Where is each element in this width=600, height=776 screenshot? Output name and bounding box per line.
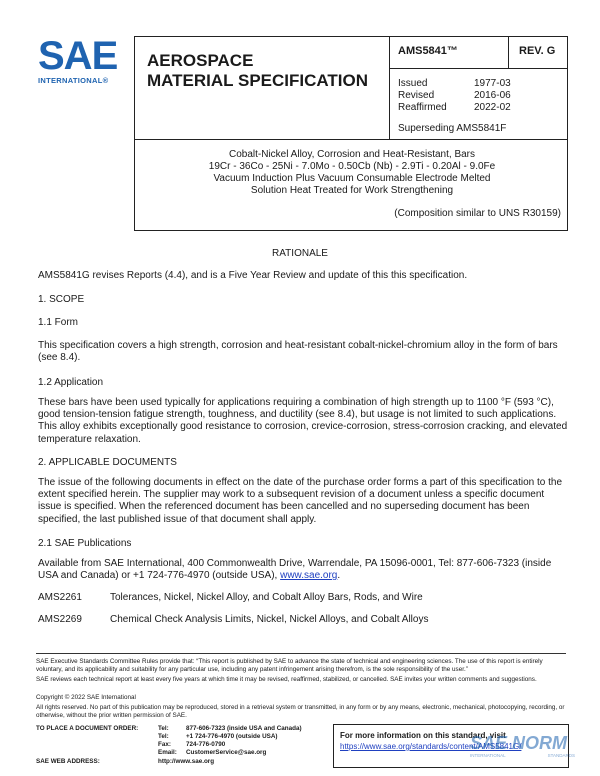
footer-rights: All rights reserved. No part of this publication may be reproduced, stored in a retrieval system or transmitted, in any form or by any means, electronic, mechanical, photocopying, recording, or otherwise, without the prior written permission of SAE.	[36, 704, 565, 719]
info-box-link[interactable]: https://www.sae.org/standards/content/AMS5841G/	[340, 742, 522, 751]
dates-cell	[389, 68, 568, 140]
section-form: 1.1 Form	[38, 317, 79, 328]
sae-publications-text	[38, 558, 568, 582]
header-title-cell	[134, 36, 390, 140]
ref1-code: AMS2261	[38, 592, 82, 603]
ref2-title: Chemical Check Analysis Limits, Nickel, Nickel Alloys, and Cobalt Alloys	[110, 614, 429, 625]
form-text: This specification covers a high strength, corrosion and heat-resistant cobalt-nickel-chromium alloy in the form of bars (see 8.4).	[38, 340, 558, 364]
ref2-code: AMS2269	[38, 614, 82, 625]
section-sae-publications: 2.1 SAE Publications	[38, 538, 132, 549]
footer-copyright: Copyright © 2022 SAE International	[36, 694, 136, 701]
sae-publications-body: Available from SAE International, 400 Commonwealth Drive, Warrendale, PA 15096-0001, Tel: 877-606-7323 (inside USA and Canada) or +1 724-776-4970 (outside USA),	[38, 558, 552, 582]
section-scope: 1. SCOPE	[38, 294, 85, 305]
issued-date: 1977-03	[474, 78, 511, 89]
revised-label: Revised	[398, 90, 435, 101]
reaffirmed-label: Reaffirmed	[398, 102, 447, 113]
title-line2: MATERIAL SPECIFICATION	[147, 71, 368, 90]
footer-review: SAE reviews each technical report at least every five years at which time it may be revised, reaffirmed, stabilized, or cancelled. SAE invites your written comments and suggestions.	[36, 676, 537, 683]
subject-line4: Solution Heat Treated for Work Strengthening	[250, 185, 454, 196]
rationale-heading: RATIONALE	[272, 248, 328, 259]
revised-date: 2016-06	[474, 90, 511, 101]
logo-sub: INTERNATIONAL®	[38, 76, 109, 85]
email-value: CustomerService@sae.org	[186, 749, 267, 756]
applicable-documents-text: The issue of the following documents in effect on the date of the purchase order forms a part of this specification to the extent specified herein. The supplier may work to a subsequent revision of a document unless a specific document issue is specified. When the referenced document has been cancelled and no superseding document has been specified, the last published issue of that document shall apply.	[38, 477, 563, 525]
fax-label: Fax:	[158, 741, 171, 748]
sae-logo	[38, 36, 118, 86]
web-label: SAE WEB ADDRESS:	[36, 758, 100, 765]
doc-number-cell	[389, 36, 509, 69]
logo-brand: SAE	[38, 34, 118, 78]
section-applicable-documents: 2. APPLICABLE DOCUMENTS	[38, 457, 177, 468]
subject-line3: Vacuum Induction Plus Vacuum Consumable Electrode Melted	[213, 173, 491, 184]
application-text: These bars have been used typically for applications requiring a combination of high strength up to 1100 °F (593 °C), good tension-tension fatigue strength, toughness, and ductility (see 8.4), but usage is not limited to such applications. This alloy exhibits exceptionally good resistance to corrosion, crevice-corrosion, stress-corrosion cracking, and elevated temperature relaxation.	[38, 397, 568, 445]
section-application: 1.2 Application	[38, 377, 104, 388]
sae-publications-end: .	[337, 570, 341, 582]
reaffirmed-date: 2022-02	[474, 102, 511, 113]
subject-cell	[134, 139, 568, 231]
web-value: http://www.sae.org	[158, 758, 215, 765]
revision-cell	[508, 36, 568, 69]
footer-divider	[36, 653, 566, 654]
title-line1: AEROSPACE	[147, 51, 254, 70]
tel-value: 877-606-7323 (inside USA and Canada)	[186, 725, 302, 732]
tel-label: Tel:	[158, 725, 169, 732]
issued-label: Issued	[398, 78, 428, 89]
email-label: Email:	[158, 749, 177, 756]
tel2-value: +1 724-776-4970 (outside USA)	[186, 733, 278, 740]
superseding: Superseding AMS5841F	[398, 123, 507, 134]
revision: REV. G	[519, 45, 556, 57]
fax-value: 724-776-0790	[186, 741, 226, 748]
footer-rules: SAE Executive Standards Committee Rules provide that: “This report is published by SAE to advance the state of technical and engineering sciences. The use of this report is entirely voluntary, and its applicability and suitability for any particular use, including any patent infringement arising therefrom, is the sole responsibility of the user.”	[36, 658, 543, 673]
sae-norm-watermark	[470, 733, 580, 773]
watermark-text: SAE NORM	[470, 733, 568, 753]
watermark-sub	[470, 753, 575, 758]
rationale-text: AMS5841G revises Reports (4.4), and is a Five Year Review and update of this this specification.	[38, 270, 468, 281]
subject-line2: 19Cr - 36Co - 25Ni - 7.0Mo - 0.50Cb (Nb) - 2.9Ti - 0.20Al - 9.0Fe	[208, 161, 496, 172]
ref1-title: Tolerances, Nickel, Nickel Alloy, and Cobalt Alloy Bars, Rods, and Wire	[110, 592, 423, 603]
watermark-left: INTERNATIONAL	[470, 753, 506, 758]
info-box-title: For more information on this standard, visit	[340, 731, 506, 740]
watermark-right: STANDARDS	[547, 753, 575, 758]
order-label: TO PLACE A DOCUMENT ORDER:	[36, 725, 139, 732]
tel2-label: Tel:	[158, 733, 169, 740]
composition: (Composition similar to UNS R30159)	[394, 208, 561, 219]
doc-number: AMS5841™	[398, 45, 458, 57]
sae-link[interactable]: www.sae.org	[280, 570, 338, 582]
subject-line1: Cobalt-Nickel Alloy, Corrosion and Heat-Resistant, Bars	[228, 149, 476, 160]
